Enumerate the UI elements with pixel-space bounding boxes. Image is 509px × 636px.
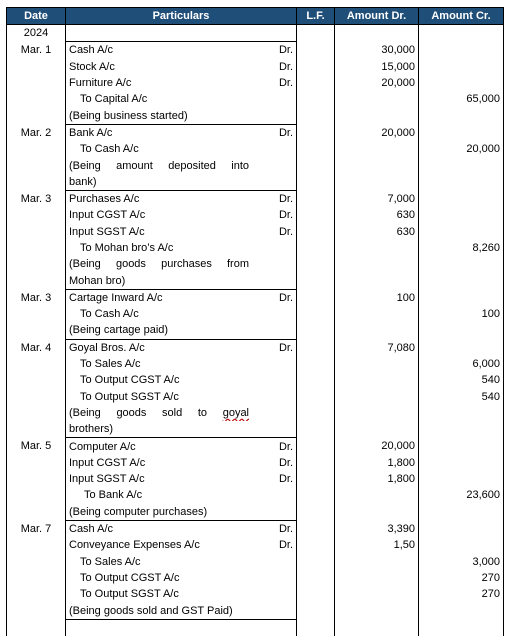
dr-mark: Dr. xyxy=(278,473,293,486)
narration-row xyxy=(7,256,504,272)
credit-account-name: To Cash A/c xyxy=(80,143,139,156)
narration-text: (Being goods sold to goyal xyxy=(69,406,249,419)
date-cell-empty xyxy=(7,59,66,75)
date-cell-empty xyxy=(7,372,66,388)
debit-account-name: Furniture A/c xyxy=(69,77,132,90)
entry-date: Mar. 3 xyxy=(7,190,66,207)
narration-text: (Being goods sold and GST Paid) xyxy=(69,604,233,617)
date-cell-empty xyxy=(7,207,66,223)
particulars-cell xyxy=(66,322,297,339)
particulars-cell xyxy=(66,190,297,207)
entry-date: Mar. 5 xyxy=(7,438,66,455)
journal-table xyxy=(6,7,504,636)
journal-line-row xyxy=(7,124,504,141)
journal-line-row xyxy=(7,190,504,207)
dr-mark: Dr. xyxy=(278,193,293,206)
narration-text: (Being business started) xyxy=(69,109,188,122)
date-cell-empty xyxy=(7,75,66,91)
credit-account-name: To Bank A/c xyxy=(84,489,143,502)
dr-mark: Dr. xyxy=(278,44,293,57)
debit-amount: 15,000 xyxy=(335,59,419,75)
credit-amount-empty xyxy=(419,405,504,421)
credit-amount: 540 xyxy=(419,372,504,388)
date-cell-empty xyxy=(7,487,66,503)
particulars-cell xyxy=(66,124,297,141)
date-cell-empty xyxy=(7,322,66,339)
credit-account-name: To Cash A/c xyxy=(80,308,139,321)
journal-line-row xyxy=(7,306,504,322)
debit-amount xyxy=(335,141,419,157)
header-amount-dr: Amount Dr. xyxy=(335,8,419,25)
journal-body xyxy=(7,25,504,636)
debit-amount xyxy=(335,570,419,586)
journal-line-row xyxy=(7,471,504,487)
journal-line-row xyxy=(7,487,504,503)
lf-cell xyxy=(297,306,335,322)
credit-amount: 100 xyxy=(419,306,504,322)
credit-amount-empty xyxy=(419,421,504,438)
particulars-cell xyxy=(66,306,297,322)
debit-account-name: Cash A/c xyxy=(69,44,114,57)
debit-amount: 1,800 xyxy=(335,455,419,471)
dr-mark: Dr. xyxy=(278,539,293,552)
journal-line-row xyxy=(7,372,504,388)
date-cell-empty xyxy=(7,356,66,372)
particulars-cell xyxy=(66,471,297,487)
credit-amount-empty xyxy=(419,272,504,289)
particulars-cell xyxy=(66,207,297,223)
date-cell-empty xyxy=(7,586,66,602)
entry-date: Mar. 2 xyxy=(7,124,66,141)
journal-line-row xyxy=(7,42,504,59)
particulars-cell xyxy=(66,240,297,256)
particulars-cell xyxy=(66,520,297,537)
particulars-cell xyxy=(66,570,297,586)
credit-amount: 65,000 xyxy=(419,91,504,107)
lf-cell xyxy=(297,157,335,173)
debit-amount: 630 xyxy=(335,207,419,223)
credit-amount xyxy=(419,455,504,471)
particulars-cell xyxy=(66,272,297,289)
debit-amount: 20,000 xyxy=(335,438,419,455)
particulars-cell xyxy=(66,487,297,503)
dr-mark: Dr. xyxy=(278,77,293,90)
credit-amount xyxy=(419,471,504,487)
credit-amount: 270 xyxy=(419,570,504,586)
debit-amount: 7,080 xyxy=(335,339,419,356)
particulars-cell xyxy=(66,256,297,272)
date-cell-empty xyxy=(7,570,66,586)
date-cell-empty xyxy=(7,389,66,405)
debit-amount xyxy=(335,554,419,570)
credit-amount-empty xyxy=(419,157,504,173)
lf-cell xyxy=(297,256,335,272)
narration-text: (Being cartage paid) xyxy=(69,324,169,337)
credit-amount-empty xyxy=(419,602,504,619)
dr-mark: Dr. xyxy=(278,209,293,222)
journal-line-row xyxy=(7,289,504,306)
empty-cell xyxy=(297,619,335,636)
date-cell-empty xyxy=(7,306,66,322)
narration-row xyxy=(7,405,504,421)
journal-line-row xyxy=(7,224,504,240)
narration-row xyxy=(7,107,504,124)
empty-cell xyxy=(419,619,504,636)
lf-cell xyxy=(297,174,335,191)
debit-amount-empty xyxy=(335,421,419,438)
debit-amount xyxy=(335,240,419,256)
debit-account-name: Input CGST A/c xyxy=(69,209,146,222)
credit-amount: 20,000 xyxy=(419,141,504,157)
debit-amount-empty xyxy=(335,272,419,289)
journal-line-row xyxy=(7,537,504,553)
narration-text: Mohan bro) xyxy=(69,274,126,287)
header-amount-cr: Amount Cr. xyxy=(419,8,504,25)
particulars-cell xyxy=(66,438,297,455)
header-lf: L.F. xyxy=(297,8,335,25)
debit-account-name: Purchases A/c xyxy=(69,193,140,206)
narration-row xyxy=(7,504,504,521)
next-entry-row-cut xyxy=(7,619,504,636)
lf-cell xyxy=(297,272,335,289)
lf-cell xyxy=(297,124,335,141)
debit-account-name: Goyal Bros. A/c xyxy=(69,341,145,354)
date-cell-empty xyxy=(7,455,66,471)
lf-cell xyxy=(297,190,335,207)
entry-date: Mar. 1 xyxy=(7,42,66,59)
debit-amount: 3,390 xyxy=(335,520,419,537)
debit-account-name: Input SGST A/c xyxy=(69,473,145,486)
credit-amount xyxy=(419,124,504,141)
header-particulars: Particulars xyxy=(66,8,297,25)
credit-account-name: To Output SGST A/c xyxy=(80,588,179,601)
debit-amount xyxy=(335,487,419,503)
debit-amount: 1,800 xyxy=(335,471,419,487)
credit-amount-empty xyxy=(419,504,504,521)
debit-amount: 20,000 xyxy=(335,124,419,141)
credit-amount: 23,600 xyxy=(419,487,504,503)
dr-mark: Dr. xyxy=(278,341,293,354)
lf-cell xyxy=(297,339,335,356)
particulars-cell xyxy=(66,141,297,157)
credit-amount-empty xyxy=(419,322,504,339)
credit-amount xyxy=(419,190,504,207)
credit-amount xyxy=(419,207,504,223)
credit-amount xyxy=(419,75,504,91)
date-cell-empty xyxy=(7,91,66,107)
date-cell-empty xyxy=(7,272,66,289)
date-cell-empty xyxy=(7,224,66,240)
debit-amount xyxy=(335,372,419,388)
journal-line-row xyxy=(7,240,504,256)
narration-text: brothers) xyxy=(69,423,114,436)
journal-line-row xyxy=(7,59,504,75)
debit-amount: 20,000 xyxy=(335,75,419,91)
credit-amount xyxy=(419,42,504,59)
date-cell-empty xyxy=(7,554,66,570)
debit-amount xyxy=(335,91,419,107)
lf-cell xyxy=(297,471,335,487)
journal-line-row xyxy=(7,554,504,570)
journal-line-row xyxy=(7,455,504,471)
journal-line-row xyxy=(7,141,504,157)
lf-cell xyxy=(297,322,335,339)
particulars-cell xyxy=(66,107,297,124)
lf-cell xyxy=(297,141,335,157)
debit-amount-empty xyxy=(335,405,419,421)
credit-account-name: To Output CGST A/c xyxy=(80,571,180,584)
credit-amount: 6,000 xyxy=(419,356,504,372)
narration-row xyxy=(7,421,504,438)
lf-cell xyxy=(297,554,335,570)
particulars-cell xyxy=(66,91,297,107)
lf-cell xyxy=(297,438,335,455)
debit-amount-empty xyxy=(335,107,419,124)
date-cell-empty xyxy=(7,537,66,553)
particulars-cell xyxy=(66,75,297,91)
date-cell-empty xyxy=(7,602,66,619)
debit-amount-empty xyxy=(335,602,419,619)
header-row xyxy=(7,8,504,25)
date-cell-empty xyxy=(7,107,66,124)
particulars-cell xyxy=(66,455,297,471)
particulars-cell xyxy=(66,356,297,372)
particulars-cell xyxy=(66,586,297,602)
credit-amount xyxy=(419,339,504,356)
debit-amount: 1,50 xyxy=(335,537,419,553)
lf-cell xyxy=(297,586,335,602)
credit-amount: 540 xyxy=(419,389,504,405)
journal-line-row xyxy=(7,389,504,405)
debit-amount: 100 xyxy=(335,289,419,306)
dr-mark: Dr. xyxy=(278,60,293,73)
lf-cell xyxy=(297,207,335,223)
lf-cell xyxy=(297,570,335,586)
journal-line-row xyxy=(7,520,504,537)
narration-row xyxy=(7,272,504,289)
dr-mark: Dr. xyxy=(278,440,293,453)
lf-cell xyxy=(297,240,335,256)
particulars-cell xyxy=(66,174,297,191)
credit-account-name: To Output CGST A/c xyxy=(80,374,180,387)
date-cell-empty xyxy=(7,504,66,521)
debit-account-name: Cash A/c xyxy=(69,523,114,536)
entry-date: Mar. 3 xyxy=(7,289,66,306)
lf-cell xyxy=(297,504,335,521)
journal-line-row xyxy=(7,207,504,223)
journal-line-row xyxy=(7,339,504,356)
credit-amount: 3,000 xyxy=(419,554,504,570)
particulars-cell xyxy=(66,405,297,421)
credit-amount: 270 xyxy=(419,586,504,602)
narration-row xyxy=(7,322,504,339)
date-cell-empty xyxy=(7,174,66,191)
particulars-cell xyxy=(66,157,297,173)
year-cell: 2024 xyxy=(7,25,66,42)
credit-account-name: To Output SGST A/c xyxy=(80,390,179,403)
particulars-cell xyxy=(66,602,297,619)
dr-mark: Dr. xyxy=(278,523,293,536)
lf-cell xyxy=(297,107,335,124)
credit-account-name: To Capital A/c xyxy=(80,93,148,106)
debit-account-name: Computer A/c xyxy=(69,440,136,453)
lf-cell xyxy=(297,289,335,306)
debit-amount xyxy=(335,389,419,405)
narration-text: (Being goods purchases from xyxy=(69,258,249,271)
date-cell-empty xyxy=(7,471,66,487)
debit-amount: 630 xyxy=(335,224,419,240)
particulars-cell xyxy=(66,59,297,75)
lf-cell xyxy=(297,224,335,240)
dr-mark: Dr. xyxy=(278,291,293,304)
lf-cell xyxy=(297,75,335,91)
entry-date: Mar. 4 xyxy=(7,339,66,356)
debit-amount-empty xyxy=(335,504,419,521)
credit-amount xyxy=(419,438,504,455)
date-cell-empty xyxy=(7,141,66,157)
credit-amount xyxy=(419,224,504,240)
lf-cell xyxy=(297,59,335,75)
particulars-cell xyxy=(66,421,297,438)
lf-cell xyxy=(297,537,335,553)
lf-cell xyxy=(297,356,335,372)
credit-amount-empty xyxy=(419,107,504,124)
lf-cell xyxy=(297,389,335,405)
credit-amount-empty xyxy=(419,174,504,191)
debit-amount-empty xyxy=(335,256,419,272)
particulars-cell xyxy=(66,504,297,521)
narration-text: bank) xyxy=(69,175,97,188)
particulars-cell xyxy=(66,339,297,356)
credit-amount: 8,260 xyxy=(419,240,504,256)
particulars-cell xyxy=(66,554,297,570)
empty-cell xyxy=(7,619,66,636)
date-cell-empty xyxy=(7,256,66,272)
narration-row xyxy=(7,157,504,173)
debit-amount xyxy=(335,356,419,372)
narration-text: (Being computer purchases) xyxy=(69,505,208,518)
journal-line-row xyxy=(7,570,504,586)
particulars-cell xyxy=(66,389,297,405)
particulars-cell xyxy=(66,537,297,553)
journal-line-row xyxy=(7,91,504,107)
credit-account-name: To Mohan bro’s A/c xyxy=(80,242,174,254)
debit-amount-empty xyxy=(335,157,419,173)
lf-cell xyxy=(297,42,335,59)
credit-account-name: To Sales A/c xyxy=(80,358,141,371)
lf-cell xyxy=(297,91,335,107)
date-cell-empty xyxy=(7,421,66,438)
credit-amount xyxy=(419,289,504,306)
debit-account-name: Input CGST A/c xyxy=(69,456,146,469)
lf-cell xyxy=(297,405,335,421)
credit-amount xyxy=(419,520,504,537)
narration-row xyxy=(7,602,504,619)
lf-cell xyxy=(297,487,335,503)
journal-line-row xyxy=(7,356,504,372)
journal-line-row xyxy=(7,75,504,91)
credit-amount xyxy=(419,537,504,553)
empty-cell xyxy=(335,619,419,636)
date-cell-empty xyxy=(7,157,66,173)
credit-amount xyxy=(419,59,504,75)
debit-amount: 30,000 xyxy=(335,42,419,59)
date-cell-empty xyxy=(7,405,66,421)
debit-account-name: Stock A/c xyxy=(69,60,115,73)
debit-account-name: Cartage Inward A/c xyxy=(69,291,163,304)
debit-amount: 7,000 xyxy=(335,190,419,207)
journal-line-row xyxy=(7,586,504,602)
lf-cell xyxy=(297,520,335,537)
lf-cell xyxy=(297,372,335,388)
credit-account-name: To Sales A/c xyxy=(80,555,141,568)
debit-amount xyxy=(335,306,419,322)
debit-account-name: Input SGST A/c xyxy=(69,225,145,238)
lf-cell xyxy=(297,602,335,619)
particulars-cell xyxy=(66,42,297,59)
lf-cell xyxy=(297,421,335,438)
empty-cell xyxy=(66,619,297,636)
debit-amount xyxy=(335,586,419,602)
debit-account-name: Conveyance Expenses A/c xyxy=(69,539,200,552)
header-date: Date xyxy=(7,8,66,25)
dr-mark: Dr. xyxy=(278,225,293,238)
debit-amount-empty xyxy=(335,174,419,191)
dr-mark: Dr. xyxy=(278,456,293,469)
narration-text: (Being amount deposited into xyxy=(69,159,249,172)
debit-amount-empty xyxy=(335,322,419,339)
credit-amount-empty xyxy=(419,256,504,272)
particulars-cell xyxy=(66,372,297,388)
date-cell-empty xyxy=(7,240,66,256)
narration-row xyxy=(7,174,504,191)
entry-date: Mar. 7 xyxy=(7,520,66,537)
year-row xyxy=(7,25,504,42)
journal-line-row xyxy=(7,438,504,455)
lf-cell xyxy=(297,455,335,471)
dr-mark: Dr. xyxy=(278,126,293,139)
particulars-cell xyxy=(66,224,297,240)
particulars-cell xyxy=(66,289,297,306)
debit-account-name: Bank A/c xyxy=(69,126,113,139)
